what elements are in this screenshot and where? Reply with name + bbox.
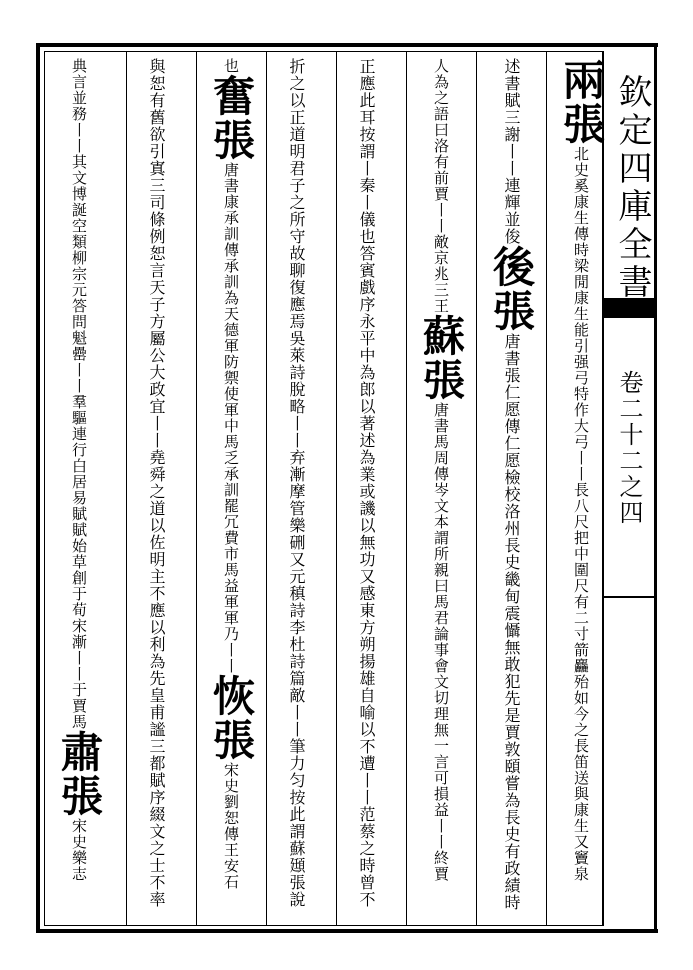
frame-top-border	[36, 43, 658, 47]
entry-text: 也	[222, 58, 240, 74]
entry-text: 述書賦三謝丨丨連輝並俊	[502, 58, 521, 245]
entry-heading: 後張	[487, 245, 536, 333]
inner-bottom-rule	[44, 925, 602, 926]
margin-book-title: 欽定四庫全書	[612, 74, 652, 302]
column-rule	[406, 51, 407, 926]
margin-volume-number: 卷二十二之四	[615, 370, 643, 526]
column-rule	[126, 51, 127, 926]
entry-text: 唐書張仁愿傳仁愿檢校洛州長史畿甸震懾無敢犯先是賈敦頤嘗為長史有政績時	[502, 333, 521, 911]
text-column-7	[140, 58, 172, 908]
text-column-1	[557, 58, 606, 882]
text-column-8	[55, 58, 104, 882]
entry-text: 典言並務丨丨其文博誕空類柳宗元答問魁罍丨丨羣驅連行白居易賦賦始草創于荀宋漸丨丨于賈馬	[70, 58, 88, 730]
entry-text: 宋史樂志	[70, 818, 88, 882]
column-rule	[546, 51, 547, 926]
entry-text: 宋史劉恕傳王安石	[222, 762, 240, 890]
entry-text: 人為之語曰洛有前賈丨丨敵京兆三王	[432, 58, 450, 314]
frame-left-border	[36, 43, 40, 933]
entry-text: 唐書馬周傳岑文本謂所親曰馬君論事會文切理無一言可損益丨丨終賈	[432, 402, 450, 882]
entry-heading: 兩張	[557, 58, 606, 146]
column-rule	[266, 51, 267, 926]
fish-tail-rule	[602, 596, 654, 598]
entry-heading: 肅張	[55, 730, 104, 818]
entry-heading: 奮張	[207, 74, 256, 162]
inner-left-rule	[44, 51, 45, 926]
text-column-6	[207, 58, 256, 890]
entry-text: 唐書康承訓傳承訓為天德軍防禦使軍中馬乏承訓罷冗費市馬益軍軍乃丨丨	[222, 162, 240, 674]
inner-top-rule	[44, 51, 602, 52]
entry-text: 折之以正道明君子之所守故聊復應焉吳萊詩脫略丨丨弃漸摩管樂硎又元稹詩李杜詩篇敵丨丨筆力匀按此謂蘇頲張說	[287, 58, 306, 908]
text-column-2	[487, 58, 536, 911]
entry-heading: 恢張	[207, 674, 256, 762]
entry-text: 北史奚康生傳時梁閒康生能引强弓特作大弓丨丨長八尺把中圍尺有二寸箭麤殆如今之長笛送與康生又竇泉	[572, 146, 590, 882]
column-rule	[196, 51, 197, 926]
entry-text: 與恕有舊欲引寘三司條例恕言天子方屬公大政宜丨丨堯舜之道以佐明主不應以利為先皇甫謐三都賦序綴文之士不率	[147, 58, 166, 908]
entry-text: 正應此耳按謂丨秦丨儀也答賓戲序永平中為郎以著述為業或譏以無功又感東方朔揚雄自喻以不遭丨丨范蔡之時曾不	[357, 58, 376, 908]
text-column-5	[280, 58, 312, 908]
frame-bottom-border	[36, 929, 658, 933]
text-column-3	[417, 58, 466, 882]
column-rule	[336, 51, 337, 926]
entry-heading: 蘇張	[417, 314, 466, 402]
text-column-4	[350, 58, 382, 908]
column-rule	[476, 51, 477, 926]
